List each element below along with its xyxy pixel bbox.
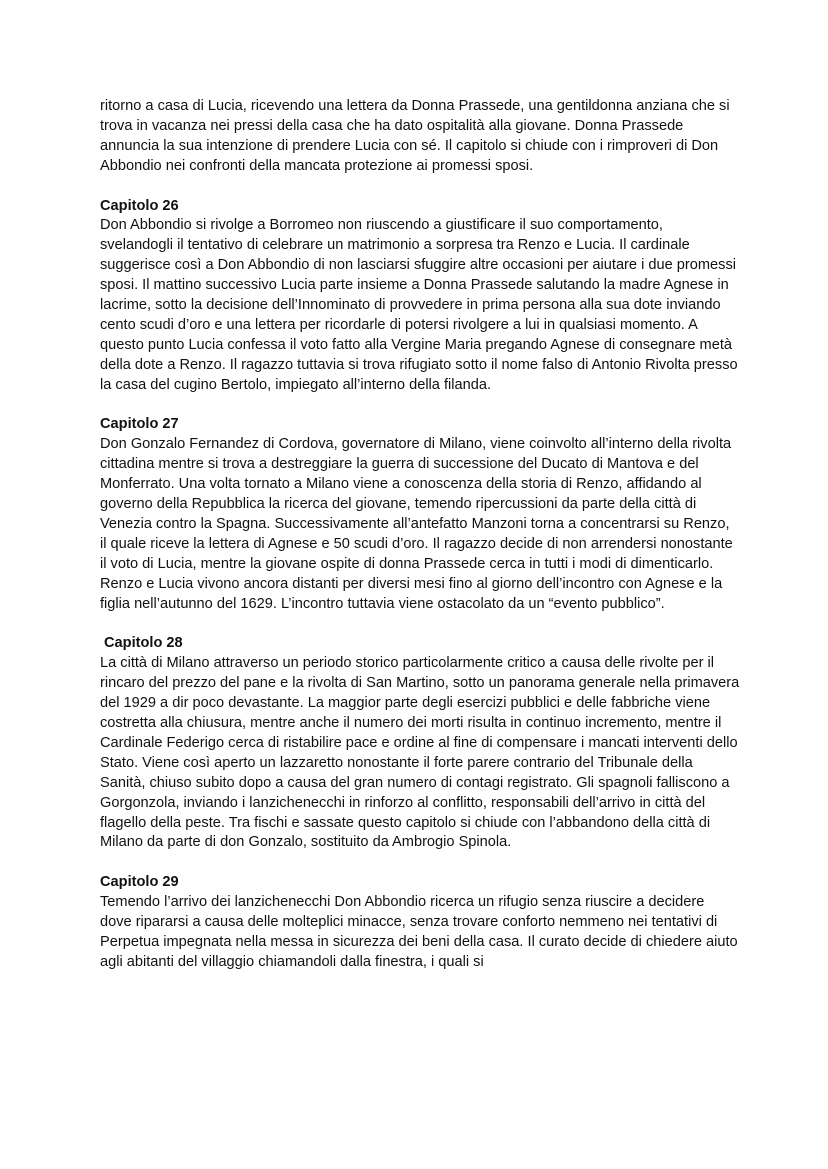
chapter-29	[100, 873, 740, 973]
intro-text: ritorno a casa di Lucia, ricevendo una lettera da Donna Prassede, una gentildonna anziana che si trova in vacanza nei pressi della casa che ha dato ospitalità alla giovane. Donna Prassede annuncia la sua intenzione di prendere Lucia con sé. Il capitolo si chiude con i rimproveri di Don Abbondio nei confronti della mancata protezione ai promessi sposi.	[100, 98, 730, 174]
chapter-28-title: Capitolo 28	[104, 635, 183, 652]
chapter-29-text: Temendo l’arrivo dei lanzichenecchi Don Abbondio ricerca un rifugio senza riuscire a decidere dove ripararsi a causa delle molteplici minacce, senza trovare conforto nemmeno nei tentativi di Perpetua impegnata nella messa in sicurezza dei beni della casa. Il curato decide di chiedere aiuto agli abitanti del villaggio chiamandoli dalla finestra, i quali si	[100, 894, 738, 970]
chapter-27-title: Capitolo 27	[100, 416, 179, 433]
chapter-26-title: Capitolo 26	[100, 197, 179, 214]
chapter-27	[100, 415, 740, 614]
chapter-27-text: Don Gonzalo Fernandez di Cordova, governatore di Milano, viene coinvolto all’interno della rivolta cittadina mentre si trova a destreggiare la guerra di successione del Ducato di Mantova e del Monferrato. Una volta tornato a Milano viene a conoscenza della storia di Renzo, affidando al governo della Repubblica la ricerca del giovane, temendo ripercussioni da parte della città di Venezia contro la Spagna. Successivamente all’antefatto Manzoni torna a concentrarsi su Renzo, il quale riceve la lettera di Agnese e 50 scudi d’oro. Il ragazzo decide di non arrendersi nonostante il voto di Lucia, mentre la giovane ospite di donna Prassede cerca in tutti i modi di dimenticarlo. Renzo e Lucia vivono ancora distanti per diversi mesi fino al giorno dell’incontro con Agnese e la figlia nell’autunno del 1629. L’incontro tuttavia viene ostacolato da un “evento pubblico”.	[100, 436, 733, 612]
chapter-29-title: Capitolo 29	[100, 874, 179, 891]
intro-paragraph	[100, 97, 740, 177]
chapter-28-text: La città di Milano attraverso un periodo storico particolarmente critico a causa delle rivolte per il rincaro del prezzo del pane e la rivolta di San Martino, sotto un panorama generale nella primavera del 1929 a dir poco devastante. La maggior parte degli esercizi pubblici e delle fabbriche viene costretta alla chiusura, mentre anche il numero dei morti risulta in continuo incremento, mentre il Cardinale Federigo cerca di ristabilire pace e ordine al fine di compensare i mancati interventi dello Stato. Viene così aperto un lazzaretto nonostante il forte parere contrario del Tribunale della Sanità, chiuso subito dopo a causa del gran numero di contagi registrato. Gli spagnoli falliscono a Gorgonzola, inviando i lanzichenecchi in rinforzo al conflitto, responsabili dell’arrivo in città del flagello della peste. Tra fischi e sassate questo capitolo si chiude con l’abbandono della città di Milano da parte di don Gonzalo, sostituito da Ambrogio Spinola.	[100, 655, 740, 851]
document-page	[100, 97, 740, 993]
chapter-28	[100, 634, 740, 853]
chapter-26	[100, 197, 740, 396]
chapter-26-text: Don Abbondio si rivolge a Borromeo non riuscendo a giustificare il suo comportamento, svelandogli il tentativo di celebrare un matrimonio a sorpresa tra Renzo e Lucia. Il cardinale suggerisce così a Don Abbondio di non lasciarsi sfuggire altre occasioni per aiutare i due promessi sposi. Il mattino successivo Lucia parte insieme a Donna Prassede salutando la madre Agnese in lacrime, sotto la decisione dell’Innominato di provvedere in prima persona alla sua dote inviando cento scudi d’oro e una lettera per ricordarle di potersi rivolgere a lui in qualsiasi momento. A questo punto Lucia confessa il voto fatto alla Vergine Maria pregando Agnese di consegnare metà della dote a Renzo. Il ragazzo tuttavia si trova rifugiato sotto il nome falso di Antonio Rivolta presso la casa del cugino Bertolo, impiegato all’interno della filanda.	[100, 217, 738, 393]
